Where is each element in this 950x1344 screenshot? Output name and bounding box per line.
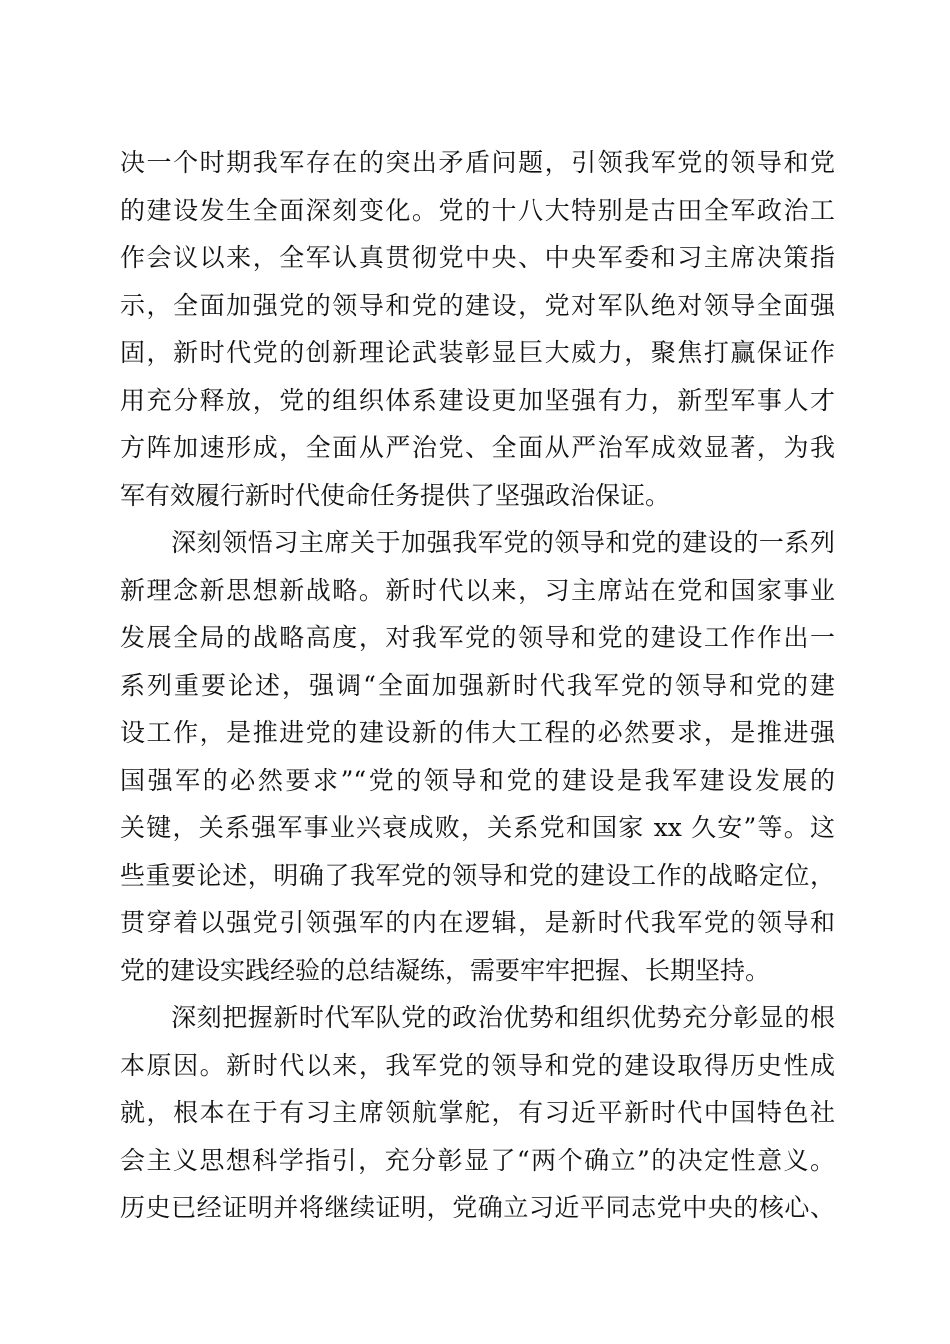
text-line: 贯穿着以强党引领强军的内在逻辑，是新时代我军党的领导和	[120, 908, 835, 937]
text-line: 本原因。新时代以来，我军党的领导和党的建设取得历史性成	[120, 1050, 835, 1080]
text-line: 系列重要论述，强调“全面加强新时代我军党的领导和党的建	[120, 670, 835, 700]
text-line: 方阵加速形成，全面从严治党、全面从严治军成效显著，为我	[120, 433, 835, 462]
text-line: 设工作，是推进党的建设新的伟大工程的必然要求，是推进强	[120, 718, 835, 747]
text-line: 作会议以来，全军认真贯彻党中央、中央军委和习主席决策指	[120, 243, 835, 272]
body-text	[120, 139, 835, 1232]
text-line: 决一个时期我军存在的突出矛盾问题，引领我军党的领导和党	[120, 148, 835, 177]
text-line: 会主义思想科学指引，充分彰显了“两个确立”的决定性意义。	[120, 1145, 835, 1175]
paragraph-2	[120, 519, 835, 994]
text-line: 党的建设实践经验的总结凝练，需要牢牢把握、长期坚持。	[120, 955, 771, 985]
paragraph-1	[120, 139, 835, 519]
text-line: 深刻把握新时代军队党的政治优势和组织优势充分彰显的根	[120, 1003, 835, 1032]
paragraph-3	[120, 994, 835, 1232]
text-line: 示，全面加强党的领导和党的建设，党对军队绝对领导全面强	[120, 290, 835, 320]
text-line: 些重要论述，明确了我军党的领导和党的建设工作的战略定位，	[120, 860, 835, 890]
text-line: 深刻领悟习主席关于加强我军党的领导和党的建设的一系列	[120, 528, 835, 557]
text-line: 固，新时代党的创新理论武装彰显巨大威力，聚焦打赢保证作	[120, 338, 835, 367]
text-line: 的建设发生全面深刻变化。党的十八大特别是古田全军政治工	[120, 195, 835, 225]
text-line: 新理念新思想新战略。新时代以来，习主席站在党和国家事业	[120, 575, 835, 605]
text-line: 关键，关系强军事业兴衰成败，关系党和国家 xx 久安”等。这	[120, 813, 835, 842]
text-line: 历史已经证明并将继续证明，党确立习近平同志党中央的核心、	[120, 1193, 835, 1222]
text-line: 国强军的必然要求”“党的领导和党的建设是我军建设发展的	[120, 765, 835, 795]
text-line: 就，根本在于有习主席领航掌舵，有习近平新时代中国特色社	[120, 1098, 835, 1127]
text-line: 用充分释放，党的组织体系建设更加坚强有力，新型军事人才	[120, 385, 835, 415]
text-line: 军有效履行新时代使命任务提供了坚强政治保证。	[120, 480, 671, 510]
text-line: 发展全局的战略高度，对我军党的领导和党的建设工作作出一	[120, 623, 835, 652]
